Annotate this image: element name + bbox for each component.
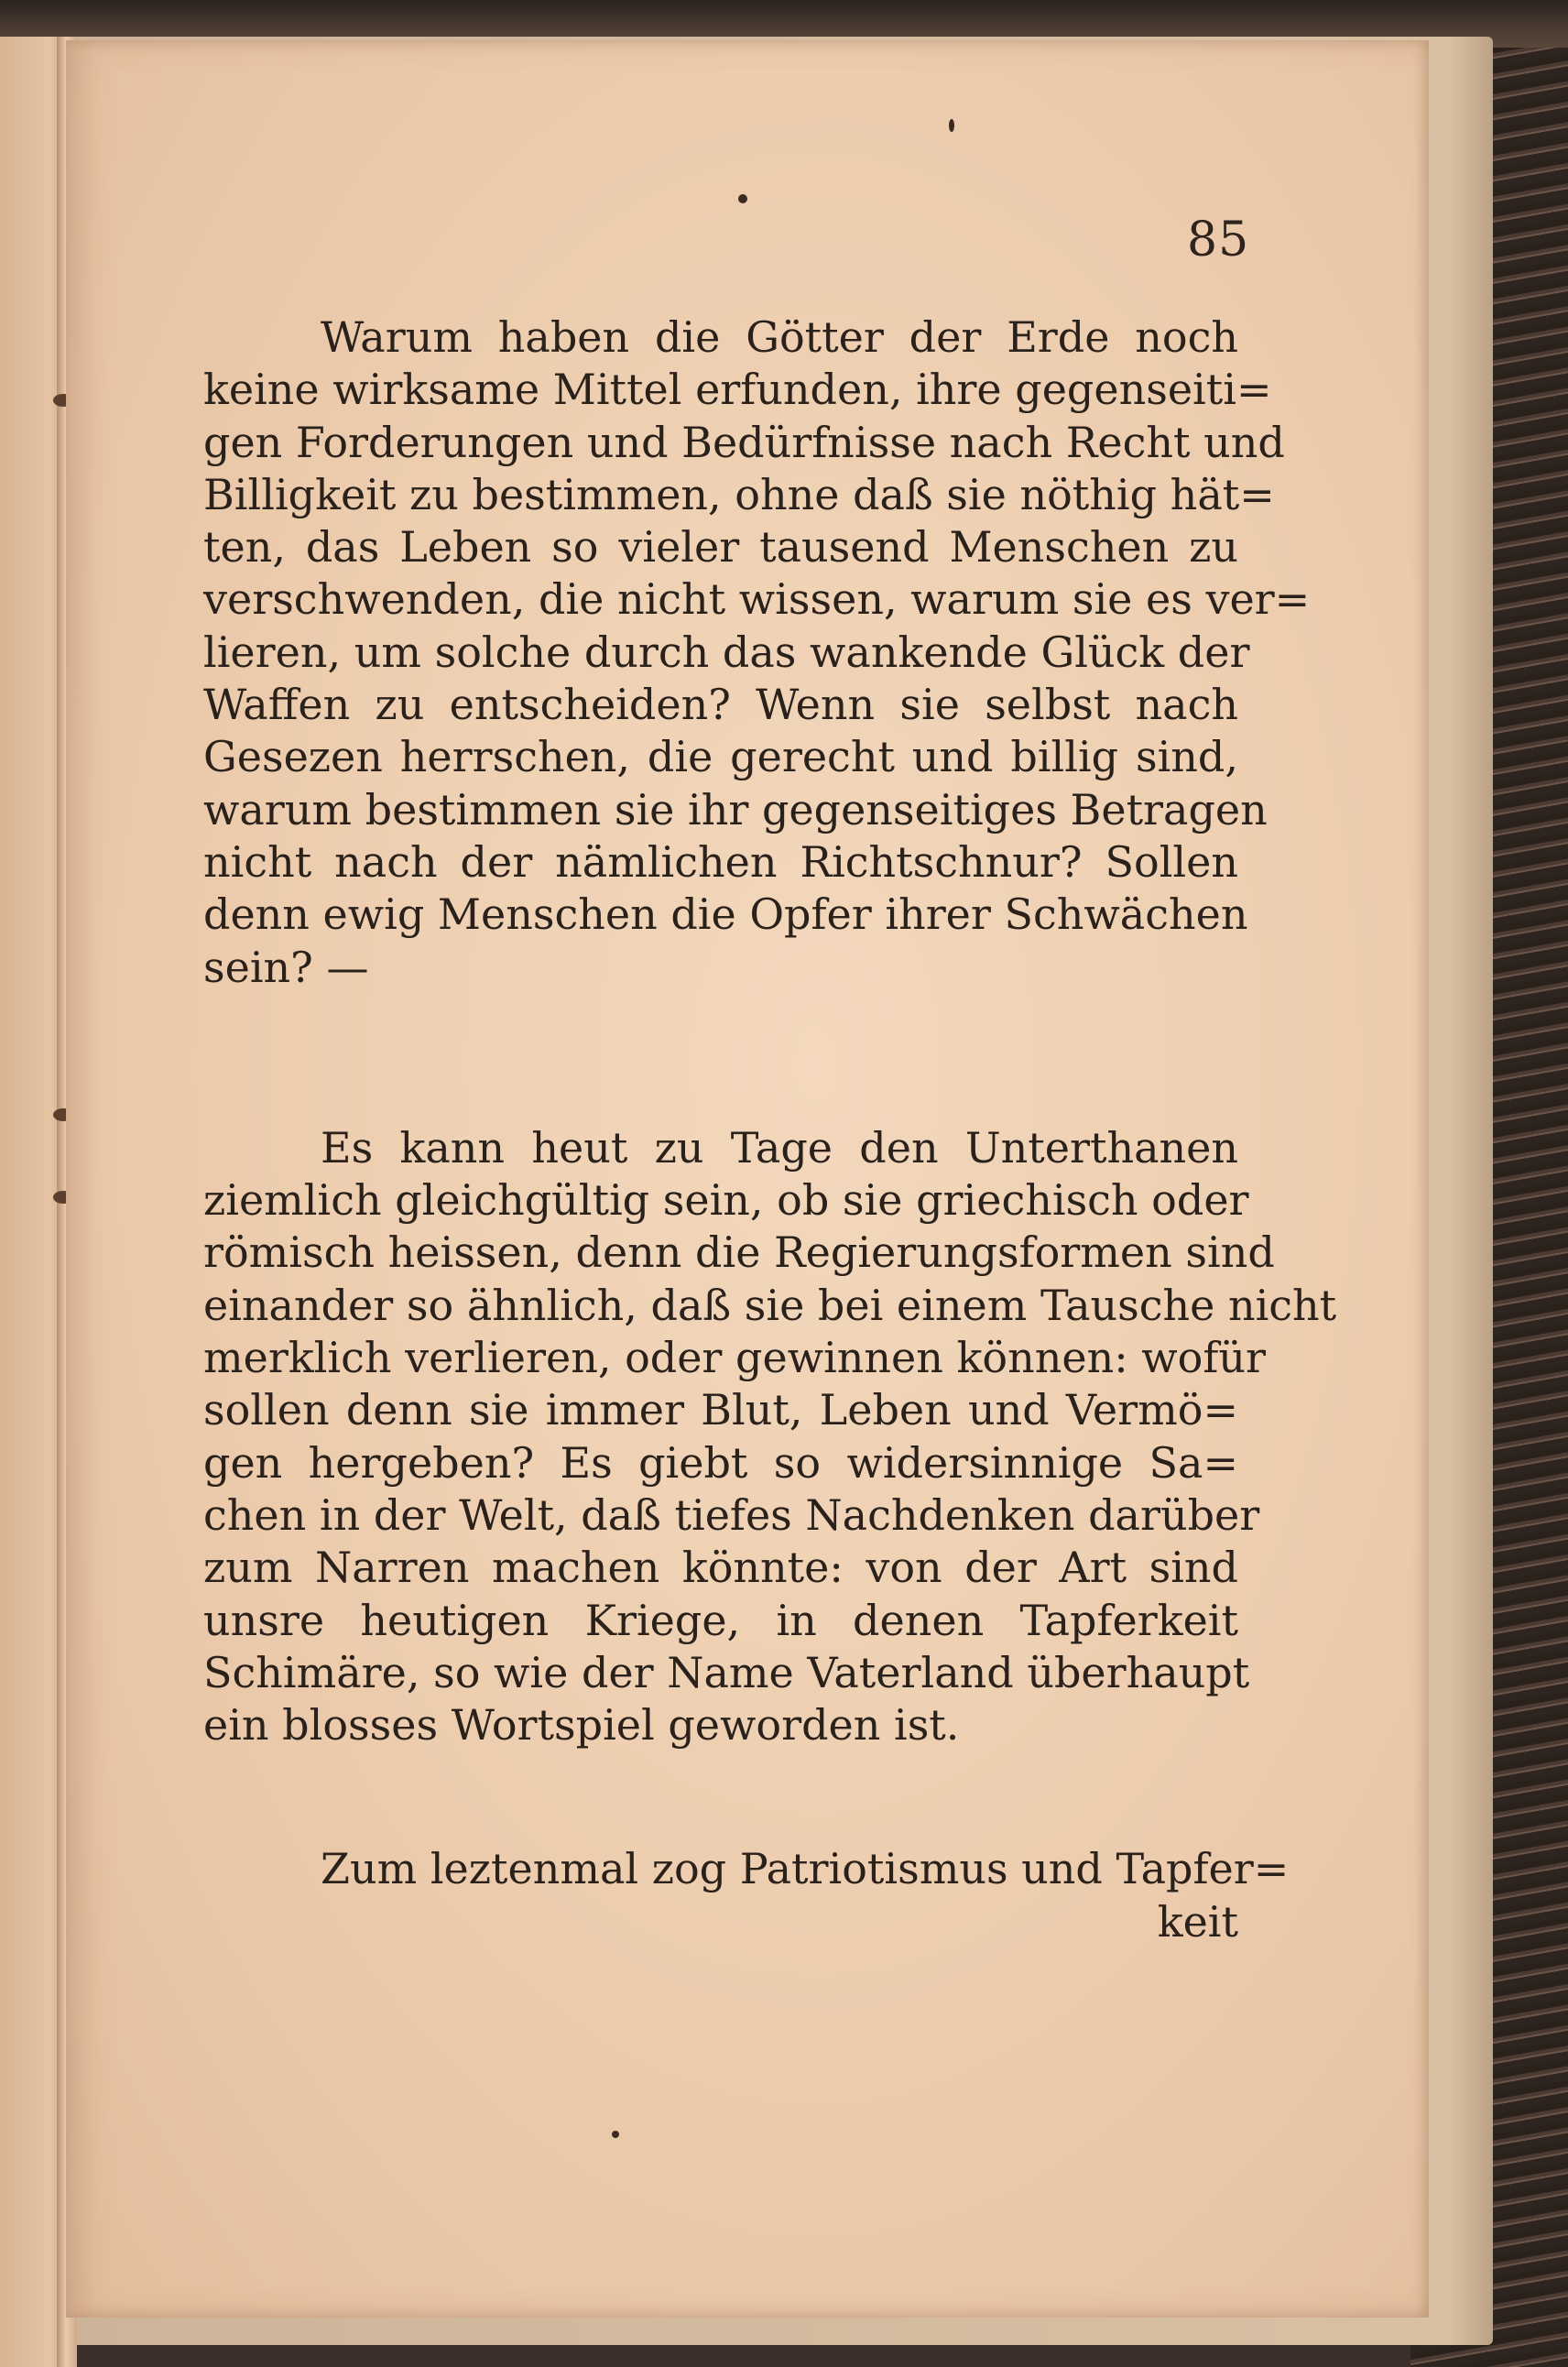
text-line: sollen denn sie immer Blut, Leben und Vermö= <box>203 1385 1238 1435</box>
text-line: ziemlich gleichgültig sein, ob sie griechisch oder <box>203 1175 1249 1226</box>
text-line: merklich verlieren, oder gewinnen können: wofür <box>203 1333 1267 1383</box>
text-line: warum bestimmen sie ihr gegenseitiges Betragen <box>203 784 1268 834</box>
text-line: unsre heutigen Kriege, in denen Tapferkeit <box>203 1595 1238 1645</box>
ink-speck <box>738 194 747 203</box>
paragraph-2 <box>203 1122 1337 1752</box>
paragraph-spacer <box>203 1751 1238 1843</box>
text-line: Warum haben die Götter der Erde noch <box>321 312 1238 362</box>
text-line: Schimäre, so wie der Name Vaterland überhaupt <box>203 1647 1250 1697</box>
text-line: lieren, um solche durch das wankende Glück der <box>203 627 1250 677</box>
text-line: ten, das Leben so vieler tausend Menschen zu <box>203 522 1238 573</box>
text-line: chen in der Welt, daß tiefes Nachdenken darüber <box>203 1489 1260 1540</box>
text-line: zum Narren machen könnte: von der Art sind <box>203 1543 1238 1593</box>
text-line: einander so ähnlich, daß sie bei einem Tausche nicht <box>203 1280 1337 1330</box>
paragraph-spacer <box>203 994 1238 1122</box>
paragraph-1 <box>203 311 1311 994</box>
text-line: denn ewig Menschen die Opfer ihrer Schwächen <box>203 889 1248 940</box>
page-text <box>203 311 1337 1948</box>
ink-speck <box>612 2131 619 2138</box>
text-line: Es kann heut zu Tage den Unterthanen <box>321 1122 1238 1173</box>
ink-speck <box>949 119 954 132</box>
paragraph-3 <box>203 1843 1290 1895</box>
text-line: Billigkeit zu bestimmen, ohne daß sie nöthig hät= <box>203 469 1275 519</box>
text-line: Gesezen herrschen, die gerecht und billig sind, <box>203 732 1238 782</box>
text-line: verschwenden, die nicht wissen, warum sie es ver= <box>203 574 1311 625</box>
text-line: nicht nach der nämlichen Richtschnur? Sollen <box>203 836 1238 887</box>
page-number: 85 <box>1187 213 1250 267</box>
text-line: gen Forderungen und Bedürfnisse nach Recht und <box>203 417 1285 467</box>
text-line: keine wirksame Mittel erfunden, ihre gegenseiti= <box>203 365 1272 415</box>
text-line: sein? — <box>203 942 369 992</box>
text-line: gen hergeben? Es giebt so widersinnige Sa= <box>203 1437 1238 1488</box>
text-line: Zum leztenmal zog Patriotismus und Tapfer= <box>321 1844 1290 1894</box>
text-line: Waffen zu entscheiden? Wenn sie selbst nach <box>203 680 1238 730</box>
catchword: keit <box>1157 1896 1238 1947</box>
text-line: ein blosses Wortspiel geworden ist. <box>203 1700 960 1751</box>
text-line: römisch heissen, denn die Regierungsformen sind <box>203 1227 1275 1278</box>
